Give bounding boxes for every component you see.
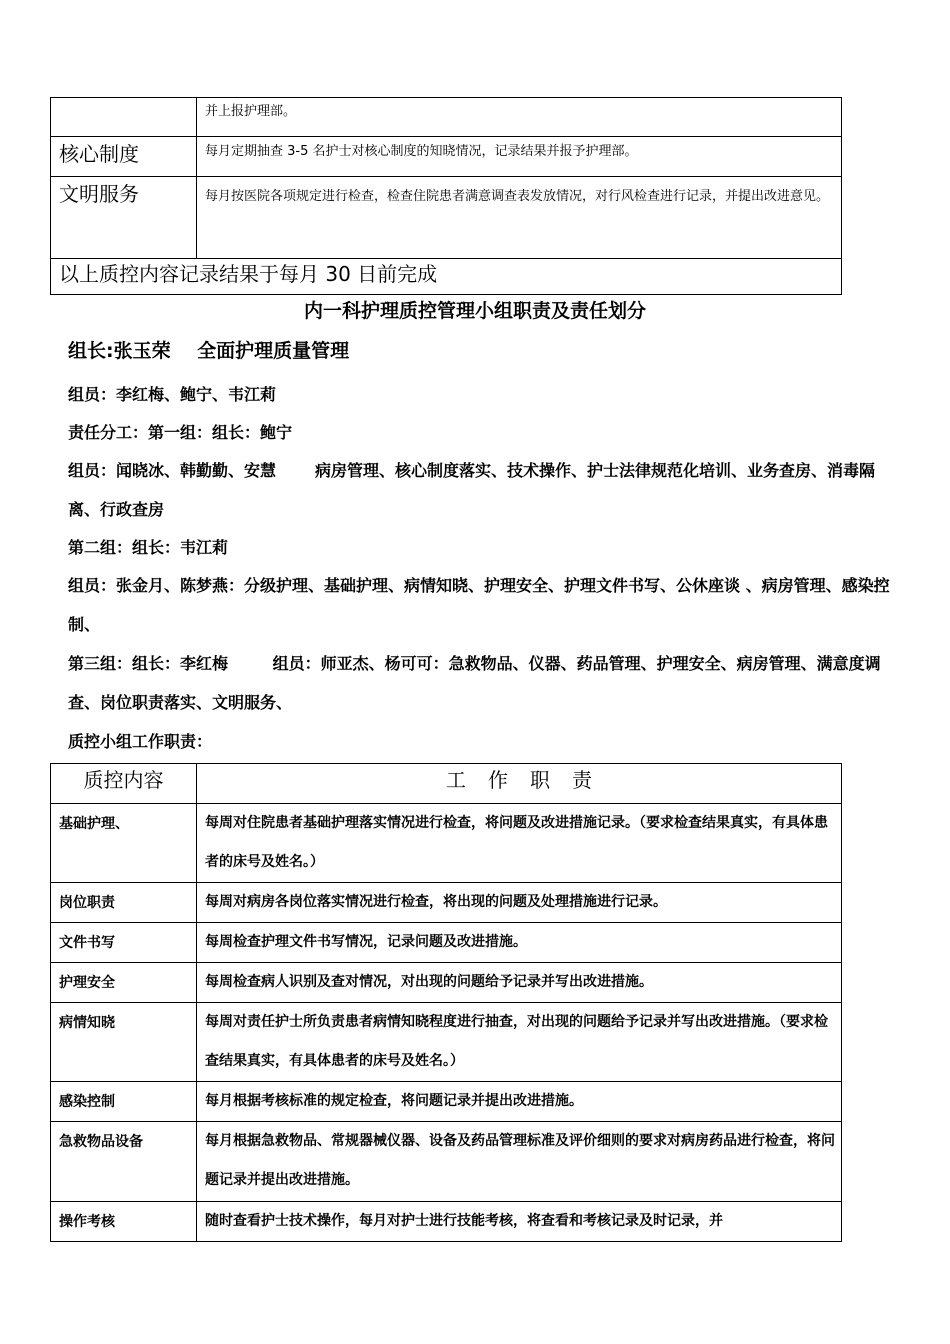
item-cell: 急救物品设备: [51, 1122, 197, 1202]
table-row: [51, 1082, 842, 1122]
item-cell: 病情知晓: [51, 1003, 197, 1082]
header-duty: 工作职责: [197, 764, 842, 804]
table-row: [51, 177, 842, 259]
leader-duty: 全面护理质量管理: [197, 340, 350, 362]
table-row: [51, 1202, 842, 1242]
top-quality-table: [50, 97, 842, 295]
duty-cell: 随时查看护士技术操作，每月对护士进行技能考核，将查看和考核记录及时记录，并: [197, 1202, 842, 1242]
leader-name: 组长:张玉荣: [68, 340, 171, 362]
category-cell: 核心制度: [51, 137, 197, 177]
table-footer-note: 以上质控内容记录结果于每月 30 日前完成: [51, 259, 842, 295]
duty-cell: 每周对病房各岗位落实情况进行检查，将出现的问题及处理措施进行记录。: [197, 883, 842, 923]
duty-cell: 每月根据考核标准的规定检查，将问题记录并提出改进措施。: [197, 1082, 842, 1122]
duty-cell: 每周对住院患者基础护理落实情况进行检查，将问题及改进措施记录。（要求检查结果真实，有具体患者的床号及姓名。）: [197, 804, 842, 883]
item-cell: 操作考核: [51, 1202, 197, 1242]
group1-members: 组员：闻晓冰、韩勤勤、安慧: [68, 461, 277, 480]
duty-cell: 每周检查护理文件书写情况，记录问题及改进措施。: [197, 923, 842, 963]
members-line: 组员：李红梅、鲍宁、韦江莉: [68, 385, 277, 404]
group1-duties: 病房管理、核心制度落实、技术操作、护士法律规范化培训、业务查房、消毒隔离、行政查房: [68, 461, 876, 519]
description-cell: 每月按医院各项规定进行检查，检查住院患者满意调查表发放情况，对行风检查进行记录，并提出改进意见。: [197, 177, 842, 259]
header-content: 质控内容: [51, 764, 197, 804]
table-row: [51, 137, 842, 177]
group2-line: 第二组：组长：韦江莉: [68, 538, 229, 557]
item-cell: 文件书写: [51, 923, 197, 963]
leader-line: [68, 337, 349, 365]
description-cell: 每月定期抽查 3-5 名护士对核心制度的知晓情况，记录结果并报予护理部。: [197, 137, 842, 177]
duty-table: [50, 763, 842, 1242]
table-row: [51, 963, 842, 1003]
item-cell: 基础护理、: [51, 804, 197, 883]
item-cell: 护理安全: [51, 963, 197, 1003]
division-line: 责任分工：第一组：组长：鲍宁: [68, 423, 293, 442]
description-cell: 并上报护理部。: [197, 98, 842, 137]
group3-members: 组员：师亚杰、杨可可：急救物品、仪器、药品管理、护理安全、病房管理、满意度调查、岗位职责落实、文明服务、: [68, 654, 881, 712]
duty-cell: 每月根据急救物品、常规器械仪器、设备及药品管理标准及评价细则的要求对病房药品进行检查，将问题记录并提出改进措施。: [197, 1122, 842, 1202]
category-cell: [51, 98, 197, 137]
group1-paragraph: [68, 451, 898, 529]
table-row: [51, 1003, 842, 1082]
table-row: [51, 98, 842, 137]
table-row: [51, 259, 842, 295]
work-duties-label: 质控小组工作职责：: [68, 732, 213, 751]
category-cell: 文明服务: [51, 177, 197, 259]
duty-cell: 每周检查病人识别及查对情况，对出现的问题给予记录并写出改进措施。: [197, 963, 842, 1003]
table-row: [51, 804, 842, 883]
table-row: [51, 923, 842, 963]
group2-members: 组员：张金月、陈梦燕：分级护理、基础护理、病情知晓、护理安全、护理文件书写、公休座谈 、病房管理、感染控制、: [68, 576, 890, 634]
item-cell: 岗位职责: [51, 883, 197, 923]
table-header-row: [51, 764, 842, 804]
group3-paragraph: [68, 644, 898, 722]
table-row: [51, 883, 842, 923]
group3-leader: 第三组：组长：李红梅: [68, 654, 229, 673]
duty-cell: 每周对责任护士所负责患者病情知晓程度进行抽查，对出现的问题给予记录并写出改进措施。（要求检查结果真实，有具体患者的床号及姓名。）: [197, 1003, 842, 1082]
item-cell: 感染控制: [51, 1082, 197, 1122]
section-title: 内一科护理质控管理小组职责及责任划分: [303, 300, 646, 322]
table-row: [51, 1122, 842, 1202]
